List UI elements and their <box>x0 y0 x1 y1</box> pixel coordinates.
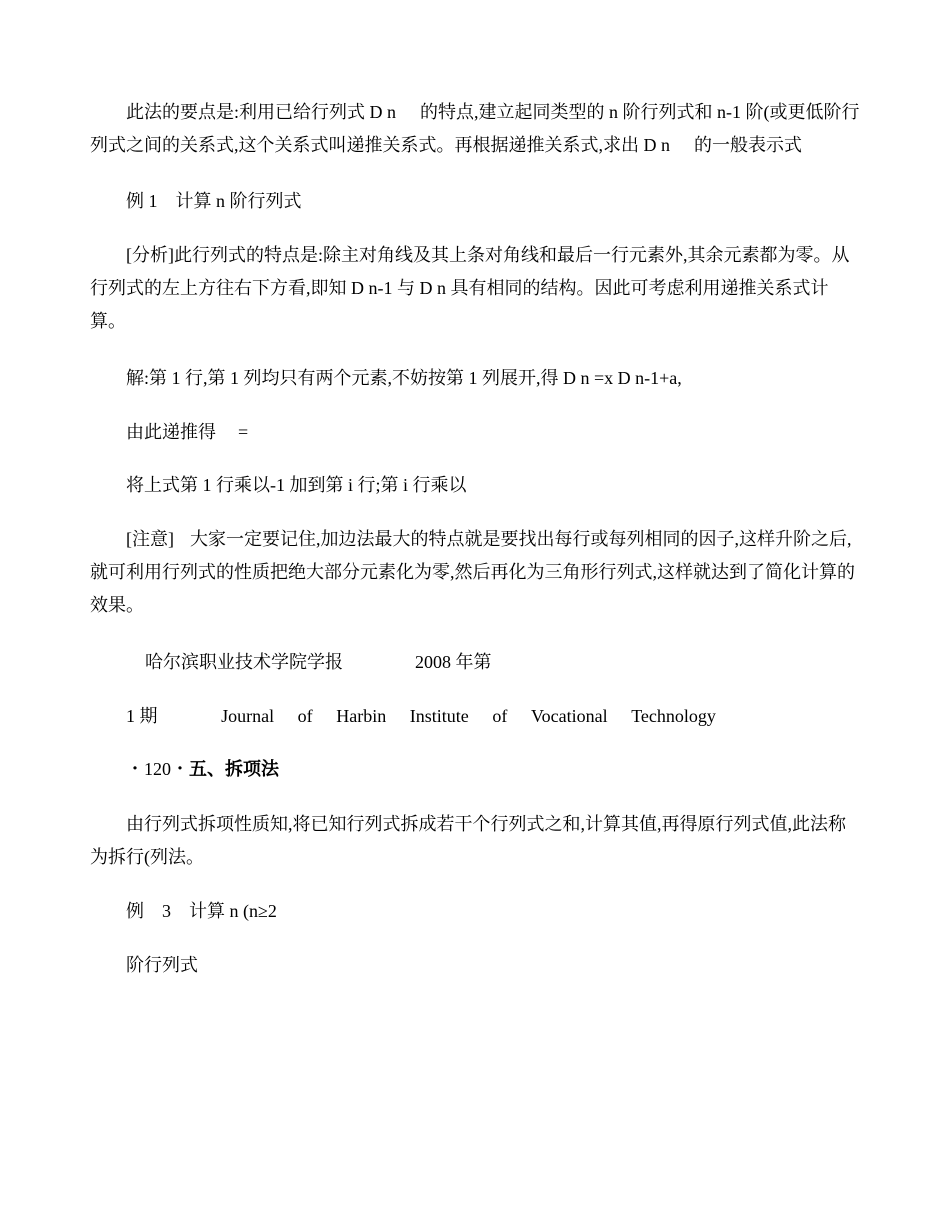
page-marker: ・120・ <box>126 759 189 779</box>
journal-en-word: Technology <box>631 706 716 726</box>
journal-name-cn: 哈尔滨职业技术学院学报 <box>145 652 343 672</box>
step-line: 将上式第 1 行乘以-1 加到第 i 行;第 i 行乘以 <box>126 475 467 495</box>
example-3-label: 例 <box>126 901 144 921</box>
journal-en-word: of <box>297 706 313 726</box>
split-method-paragraph: 由行列式拆项性质知,将已知行列式拆成若干个行列式之和,计算其值,再得原行列式值,此法称为拆行(列法。 <box>90 814 846 867</box>
intro-text-b: 的特点,建立起同类型的 n 阶行列式和 n-1 阶(或更低阶行列式之间的关系式,这个关系式叫递推关系式。再根据递推关系式,求出 D n <box>90 102 860 155</box>
journal-en-word: Vocational <box>530 706 608 726</box>
example-1-text: 计算 n 阶行列式 <box>175 191 302 211</box>
journal-issue-line <box>126 704 716 728</box>
intro-paragraph <box>90 96 862 162</box>
tail-line: 阶行列式 <box>126 955 198 975</box>
example-3-text: 计算 n (n≥2 <box>189 901 277 921</box>
journal-header-line <box>145 650 492 674</box>
example-1-line <box>126 189 302 213</box>
recursion-equals: = <box>238 422 249 442</box>
note-paragraph <box>90 523 862 622</box>
recursion-text: 由此递推得 <box>126 422 216 442</box>
note-text: 大家一定要记住,加边法最大的特点就是要找出每行或每列相同的因子,这样升阶之后,就可利用行列式的性质把绝大部分元素化为零,然后再化为三角形行列式,这样就达到了简化计算的效果。 <box>90 529 855 615</box>
section-title: 五、拆项法 <box>189 759 279 780</box>
example-3-number: 3 <box>162 901 171 921</box>
example-3-line <box>126 899 277 923</box>
solution-line: 解:第 1 行,第 1 列均只有两个元素,不妨按第 1 列展开,得 D n =x D n-1+a, <box>126 368 682 388</box>
example-1-label: 例 1 <box>126 191 158 211</box>
intro-text-c: 的一般表示式 <box>694 135 802 155</box>
note-label: [注意] <box>126 529 174 549</box>
journal-en-word: of <box>492 706 508 726</box>
journal-en-word: Harbin <box>336 706 387 726</box>
intro-text-a: 此法的要点是:利用已给行列式 D n <box>126 102 396 122</box>
journal-en-word: Journal <box>221 706 275 726</box>
recursion-line <box>126 420 248 444</box>
journal-en-word: Institute <box>409 706 469 726</box>
analysis-paragraph: [分析]此行列式的特点是:除主对角线及其上条对角线和最后一行元素外,其余元素都为零。从行列式的左上方往右下方看,即知 D n-1 与 D n 具有相同的结构。因此可考虑利用递推关系式计算。 <box>90 245 850 331</box>
journal-year: 2008 年第 <box>415 652 492 672</box>
section-heading <box>126 757 279 782</box>
journal-issue: 1 期 <box>126 706 158 726</box>
